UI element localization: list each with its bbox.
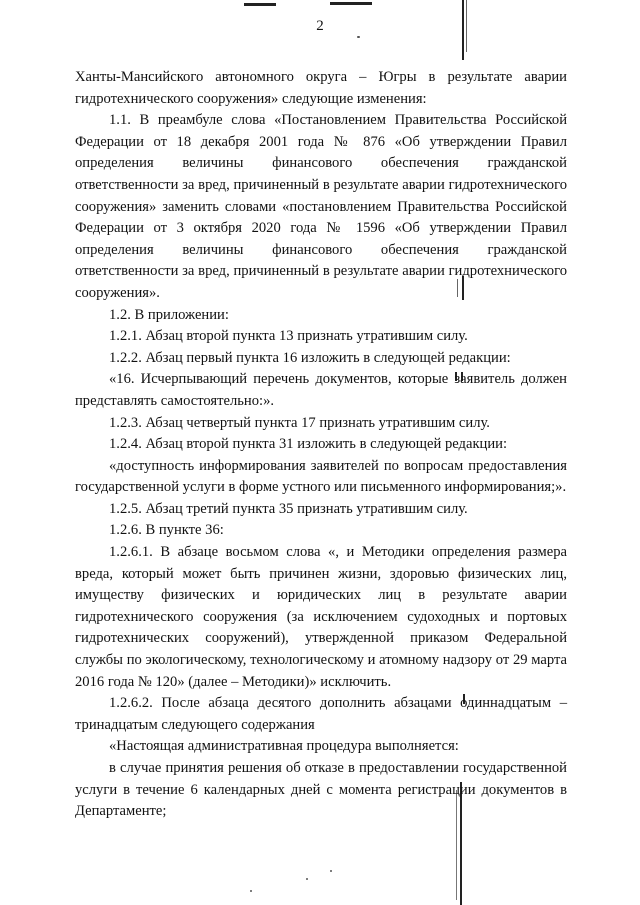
scan-artifact bbox=[244, 3, 276, 6]
paragraph: «доступность информирования заявителей по вопросам предоставления государственной услуги в форме устного или письменного информирования;». bbox=[75, 457, 567, 496]
scan-artifact bbox=[330, 870, 332, 872]
paragraph: 1.1. В преамбуле слова «Постановлением Правительства Российской Федерации от 18 декабря 2001 года № 876 «Об утверждении Правил определения величины финансового обеспечения гражданской ответственности за вред, причиненный в результате аварии гидротехнического сооружения» заменить словами «постановлением Правительства Российской Федерации от 3 октября 2020 года № 1596 «Об утверждении Правил определения величины финансового обеспечения гражданской ответственности за вред, причиненный в результате аварии гидротехнического сооружения». bbox=[75, 112, 567, 301]
paragraph: 1.2.6.2. После абзаца десятого дополнить абзацами одиннадцатым – тринадцатым следующего содержания bbox=[75, 695, 567, 733]
paragraph: «16. Исчерпывающий перечень документов, которые заявитель должен представлять самостоятельно:». bbox=[75, 371, 567, 409]
paragraph: 1.2.6.1. В абзаце восьмом слова «, и Методики определения размера вреда, который может быть причинен жизни, здоровью физических лиц, имуществу физических и юридических лиц в результате аварии гидротехнического сооружения (за исключением судоходных и портовых гидротехнических сооружений), утвержденной приказом Федеральной службы по экологическому, технологическому и атомному надзору от 29 марта 2016 года № 120» (далее – Методики)» исключить. bbox=[75, 544, 567, 690]
paragraph: 1.2.6. В пункте 36: bbox=[109, 522, 224, 539]
document-body bbox=[75, 67, 567, 823]
paragraph: 1.2.1. Абзац второй пункта 13 признать утратившим силу. bbox=[109, 328, 468, 345]
scan-artifact bbox=[330, 2, 372, 5]
page-number: 2 bbox=[316, 18, 324, 34]
paragraph: «Настоящая административная процедура выполняется: bbox=[109, 738, 459, 755]
paragraph: 1.2.3. Абзац четвертый пункта 17 признать утратившим силу. bbox=[109, 414, 490, 431]
scan-artifact bbox=[357, 36, 360, 38]
paragraph: 1.2.5. Абзац третий пункта 35 признать утратившим силу. bbox=[109, 500, 468, 517]
paragraph: Ханты-Мансийского автономного округа – Югры в результате аварии гидротехнического сооружения» следующие изменения: bbox=[75, 69, 567, 107]
paragraph: 1.2. В приложении: bbox=[109, 306, 229, 323]
scan-artifact bbox=[250, 890, 252, 892]
paragraph: в случае принятия решения об отказе в предоставлении государственной услуги в течение 6 календарных дней с момента регистрации документов в Департаменте; bbox=[75, 760, 567, 820]
paragraph: 1.2.4. Абзац второй пункта 31 изложить в следующей редакции: bbox=[109, 436, 508, 453]
scan-artifact bbox=[306, 878, 308, 880]
paragraph: 1.2.2. Абзац первый пункта 16 изложить в следующей редакции: bbox=[109, 349, 511, 366]
